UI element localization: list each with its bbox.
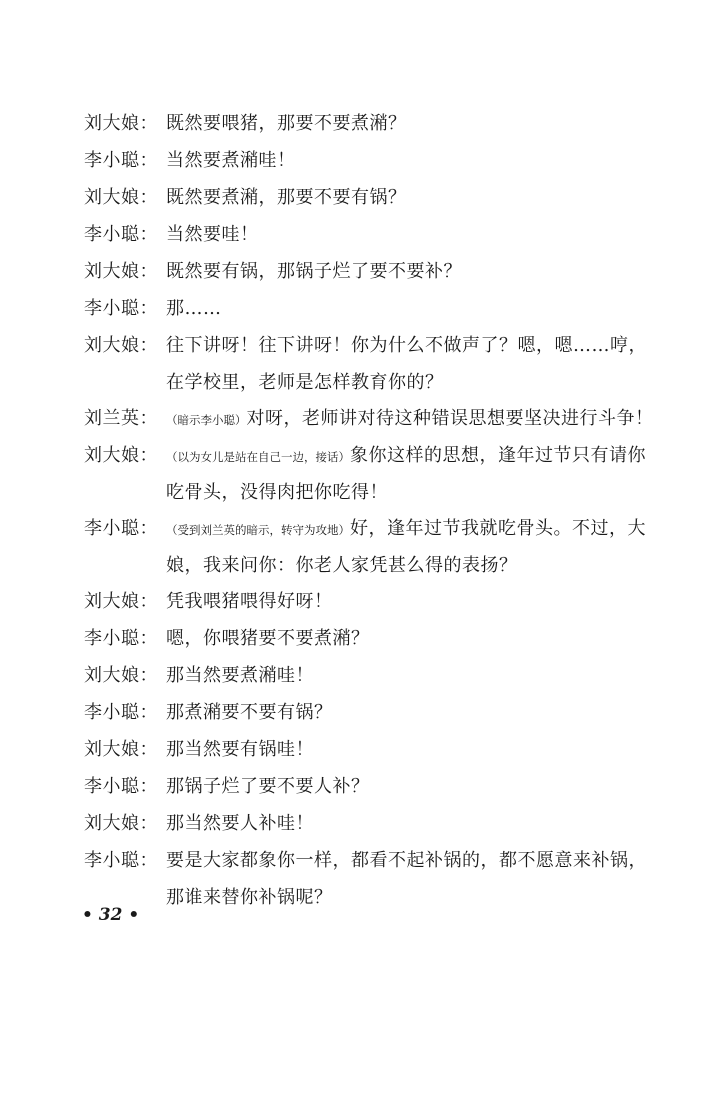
speaker-name: 李小聪：: [84, 224, 158, 245]
dialogue-text: 象你这样的思想，逢年过节只有请你吃骨头，没得肉把你吃得！: [166, 445, 646, 503]
speaker-name: 刘大娘：: [84, 113, 158, 134]
dialogue-line: [84, 806, 654, 843]
speaker-name: 刘大娘：: [84, 445, 158, 466]
dialogue-text: 那当然要人补哇！: [166, 813, 314, 834]
dialogue-script: [84, 106, 654, 916]
dialogue-text: 那当然要有锅哇！: [166, 739, 314, 760]
dialogue-line: [84, 511, 654, 584]
speaker-name: 李小聪：: [84, 298, 158, 319]
speaker-name: 刘大娘：: [84, 813, 158, 834]
dialogue-line: [84, 732, 654, 769]
dialogue-line: [84, 695, 654, 732]
dialogue-line: [84, 106, 654, 143]
stage-direction: （暗示李小聪）: [166, 413, 247, 427]
dialogue-line: [84, 291, 654, 328]
dialogue-text: 往下讲呀！往下讲呀！你为什么不做声了？嗯，嗯……哼，在学校里，老师是怎样教育你的？: [166, 335, 647, 393]
stage-direction: （受到刘兰英的暗示，转守为攻地）: [166, 523, 350, 537]
speaker-name: 刘大娘：: [84, 261, 158, 282]
dialogue-text: 那……: [166, 298, 222, 319]
dialogue-text: 凭我喂猪喂得好呀！: [166, 591, 333, 612]
speaker-name: 李小聪：: [84, 776, 158, 797]
dialogue-text: 既然要煮潲，那要不要有锅？: [166, 187, 407, 208]
dialogue-line: [84, 843, 654, 916]
dialogue-line: [84, 584, 654, 621]
dialogue-line: [84, 769, 654, 806]
speaker-name: 刘大娘：: [84, 187, 158, 208]
dialogue-text: 要是大家都象你一样，都看不起补锅的，都不愿意来补锅，那谁来替你补锅呢？: [166, 850, 647, 908]
dialogue-text: 好，逢年过节我就吃骨头。不过，大娘，我来问你：你老人家凭甚么得的表扬？: [166, 518, 646, 576]
speaker-name: 李小聪：: [84, 518, 158, 539]
dialogue-line: [84, 658, 654, 695]
dialogue-text: 既然要有锅，那锅子烂了要不要补？: [166, 261, 462, 282]
dialogue-line: [84, 180, 654, 217]
speaker-name: 刘兰英：: [84, 408, 158, 429]
dialogue-text: 对呀，老师讲对待这种错误思想要坚决进行斗争！: [246, 408, 654, 429]
page-number: • 32 •: [82, 905, 140, 925]
dialogue-text: 那当然要煮潲哇！: [166, 665, 314, 686]
dialogue-line: [84, 401, 654, 438]
speaker-name: 刘大娘：: [84, 665, 158, 686]
stage-direction: （以为女儿是站在自己一边，接话）: [166, 450, 350, 464]
dialogue-line: [84, 328, 654, 401]
dialogue-text: 那锅子烂了要不要人补？: [166, 776, 370, 797]
dialogue-line: [84, 438, 654, 511]
speaker-name: 李小聪：: [84, 150, 158, 171]
dialogue-line: [84, 254, 654, 291]
speaker-name: 刘大娘：: [84, 739, 158, 760]
dialogue-line: [84, 217, 654, 254]
dialogue-text: 那煮潲要不要有锅？: [166, 702, 333, 723]
dialogue-text: 当然要哇！: [166, 224, 259, 245]
speaker-name: 李小聪：: [84, 850, 158, 871]
speaker-name: 李小聪：: [84, 628, 158, 649]
speaker-name: 李小聪：: [84, 702, 158, 723]
speaker-name: 刘大娘：: [84, 335, 158, 356]
dialogue-text: 既然要喂猪，那要不要煮潲？: [166, 113, 407, 134]
dialogue-line: [84, 143, 654, 180]
dialogue-line: [84, 621, 654, 658]
dialogue-text: 当然要煮潲哇！: [166, 150, 296, 171]
speaker-name: 刘大娘：: [84, 591, 158, 612]
dialogue-text: 嗯，你喂猪要不要煮潲？: [166, 628, 370, 649]
